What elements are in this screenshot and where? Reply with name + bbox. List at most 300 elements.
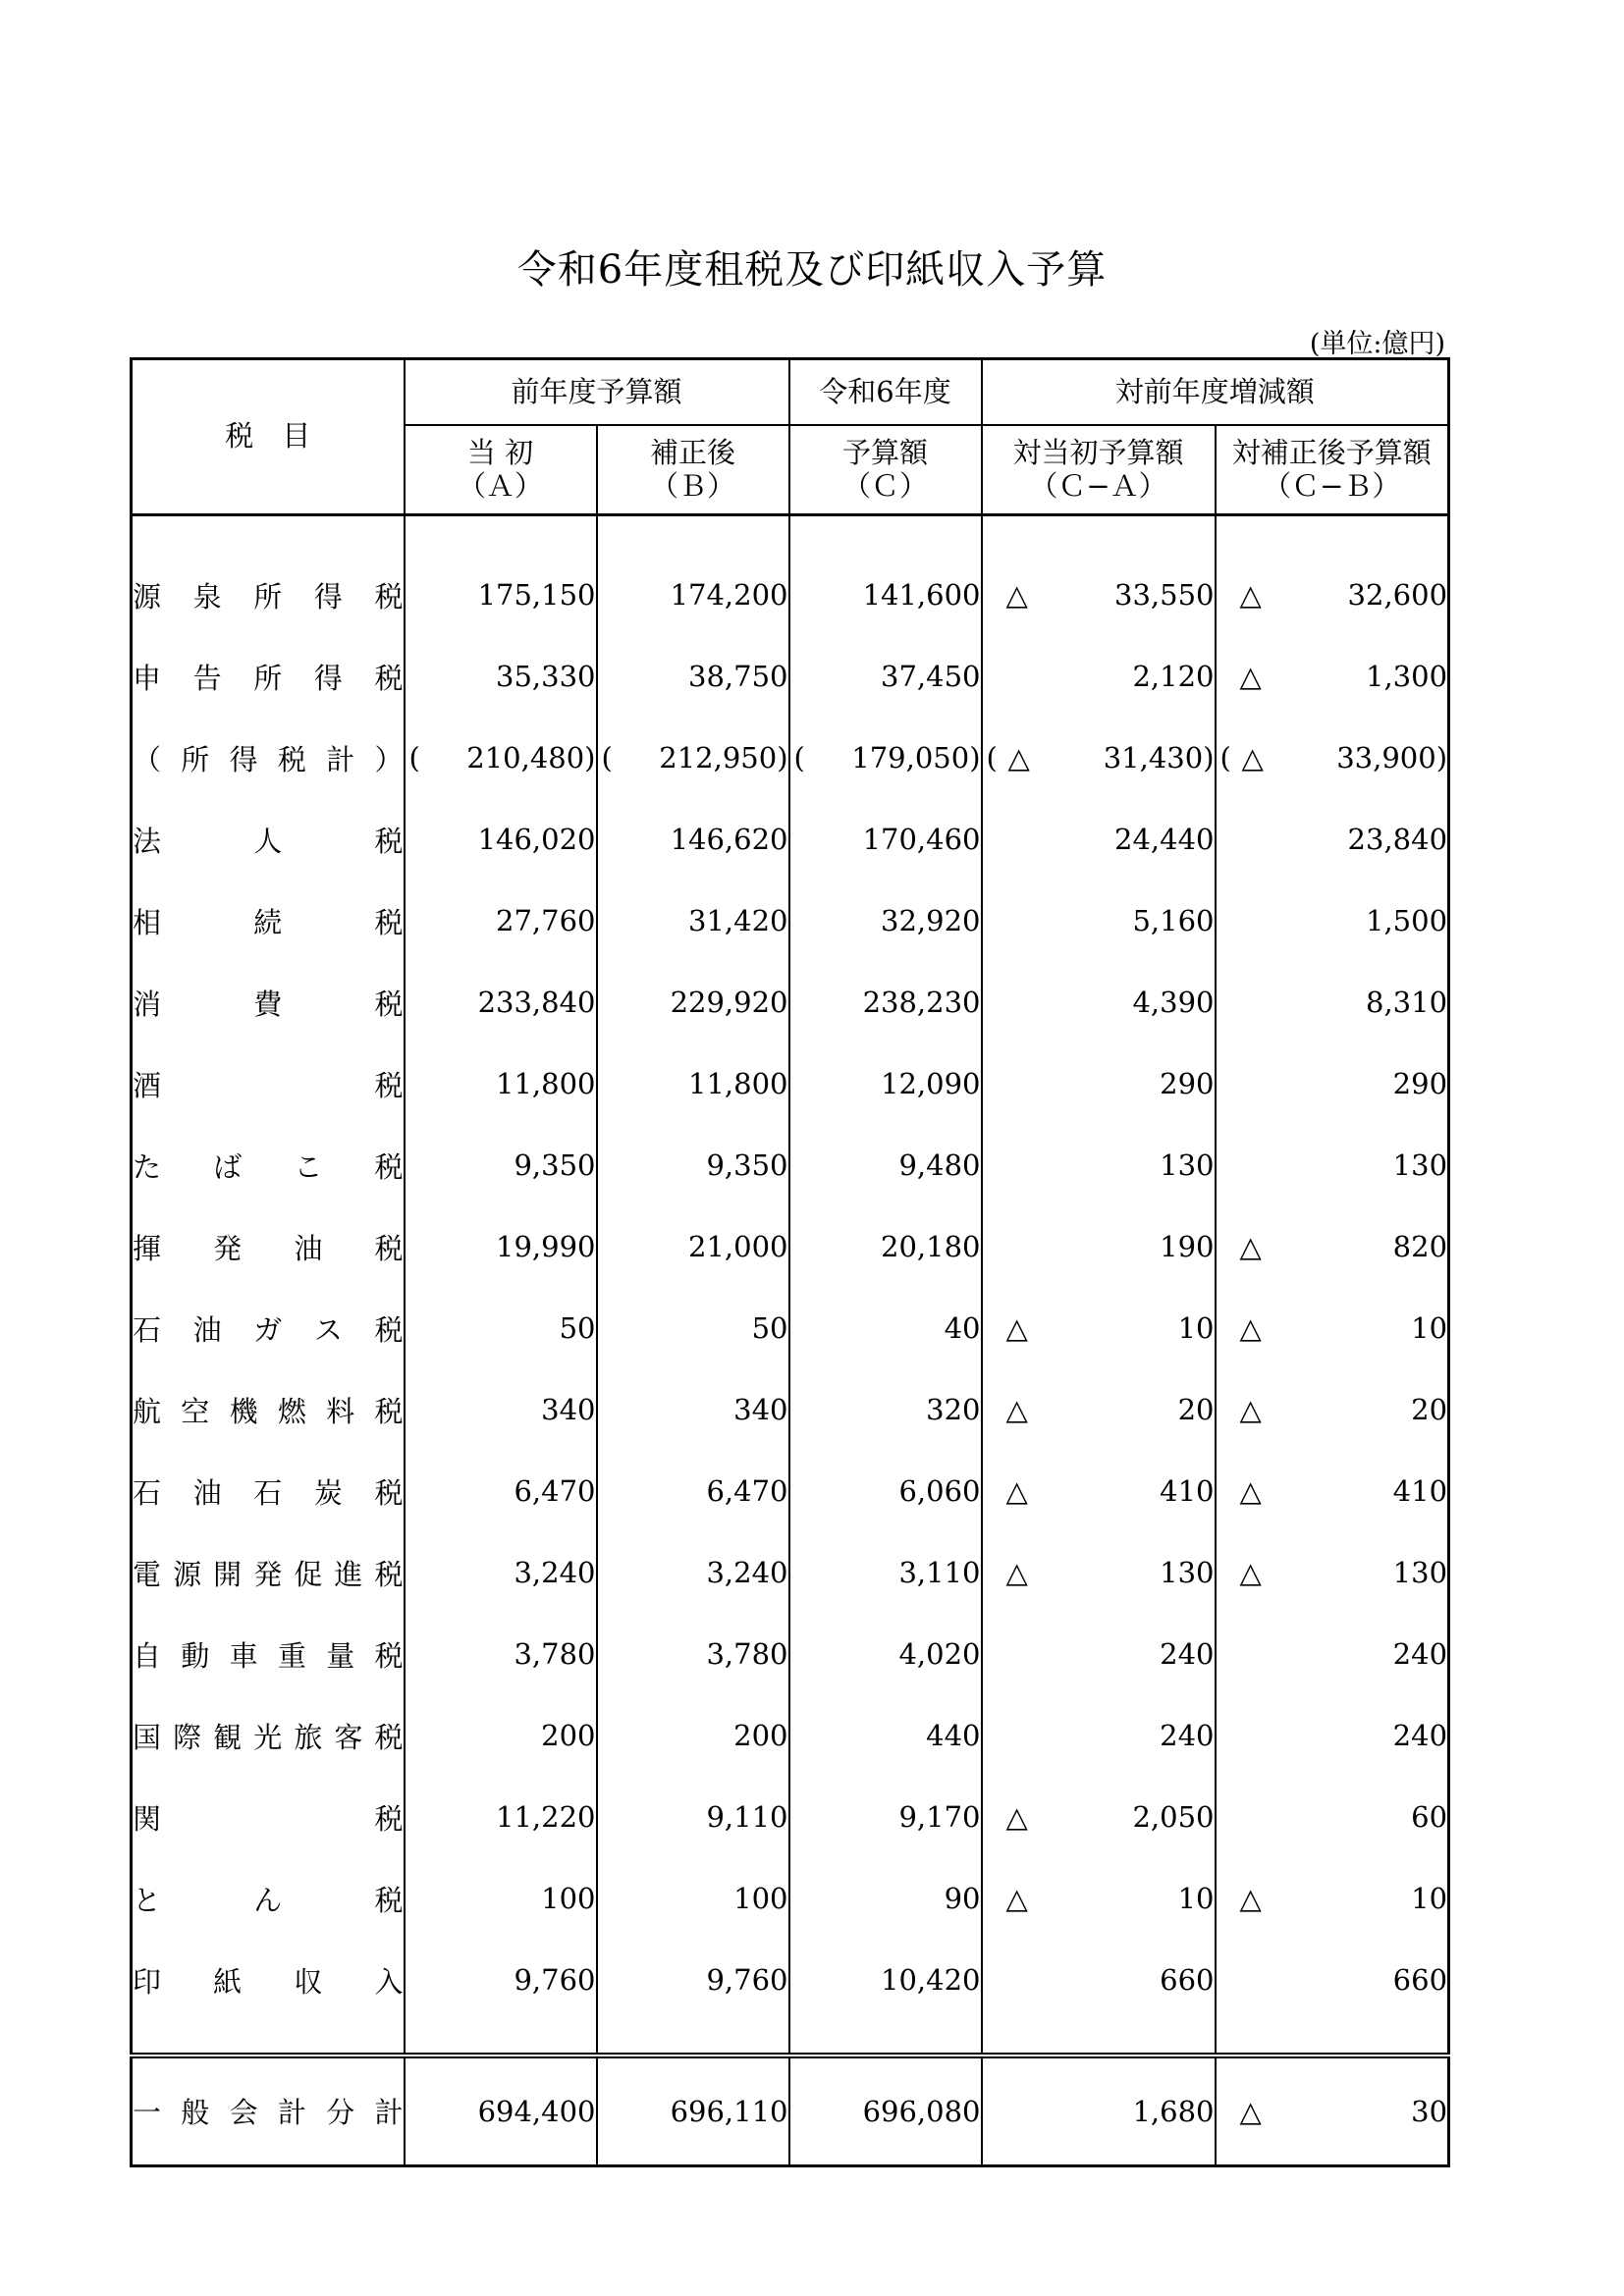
value-c-text: 440 [926,1719,981,1752]
value-c [789,1451,982,1532]
spacer-cell [405,515,597,555]
value-c [789,636,982,718]
spacer-cell [597,515,789,555]
spacer-cell [982,515,1216,555]
diff-ca-text: 240 [1160,1719,1215,1752]
value-b-text: 31,420 [688,904,788,937]
diff-ca-text: 190 [1160,1230,1215,1263]
value-c [789,1777,982,1858]
diff-cb [1216,1940,1449,2021]
diff-cb [1216,636,1449,718]
value-a [405,1858,597,1940]
table-row [132,1614,1449,1695]
value-a [405,962,597,1043]
diff-cb [1216,1614,1449,1695]
diff-cb [1216,1451,1449,1532]
value-a-text: 233,840 [477,986,596,1019]
table-row [132,1695,1449,1777]
value-a [405,881,597,962]
diff-cb-text: 23,840 [1347,823,1448,856]
tax-name: 酒税 [133,1068,404,1102]
diff-ca-text: 4,390 [1132,986,1215,1019]
diff-cb-text: 410 [1392,1474,1448,1508]
diff-ca [982,1695,1216,1777]
diff-ca-text: 31,430) [1103,741,1215,774]
value-b [597,1451,789,1532]
total-row [132,2056,1449,2166]
diff-ca [982,1451,1216,1532]
tax-name: 関税 [133,1801,404,1836]
tax-name-cell [132,1451,405,1532]
diff-ca [982,1369,1216,1451]
diff-cb [1216,962,1449,1043]
diff-cb-text: 240 [1392,1719,1448,1752]
value-b [597,1858,789,1940]
table-row [132,1206,1449,1288]
value-b [597,1206,789,1288]
diff-cb [1216,1532,1449,1614]
total-cb-value: 30 [1411,2094,1448,2128]
value-c-text: 9,480 [898,1148,981,1182]
diff-ca-text: 410 [1160,1474,1215,1508]
total-ca-value: 1,680 [1132,2094,1215,2128]
diff-cb-text: 60 [1411,1800,1448,1834]
decrease-mark: △ [1007,741,1030,774]
diff-cb-text: 1,500 [1366,904,1448,937]
value-a [405,1777,597,1858]
diff-ca [982,636,1216,718]
value-b [597,636,789,718]
diff-cb [1216,1288,1449,1369]
open-paren: ( [986,741,998,774]
value-c-text: 4,020 [898,1637,981,1671]
value-b [597,962,789,1043]
header-initial-label: 当 初 [466,436,534,470]
table-body [132,515,1449,2056]
diff-ca-text: 10 [1177,1311,1215,1345]
total-ca [982,2056,1216,2166]
decrease-mark: △ [1241,741,1264,774]
diff-ca [982,799,1216,881]
diff-cb [1216,555,1449,636]
diff-ca-text: 2,120 [1132,660,1215,693]
value-a [405,1125,597,1206]
value-c-text: 10,420 [881,1963,981,1997]
diff-ca-text: 24,440 [1114,823,1215,856]
value-c [789,1206,982,1288]
value-b-text: 100 [733,1882,788,1915]
spacer-cell [405,2021,597,2056]
value-a [405,636,597,718]
value-a [405,1369,597,1451]
value-c [789,1940,982,2021]
header-current-year: 令和6年度 [789,359,982,426]
tax-name: 源泉所得税 [133,579,404,614]
decrease-mark: △ [1239,1882,1262,1915]
decrease-mark: △ [1005,1800,1028,1834]
decrease-mark: △ [1239,1230,1262,1263]
value-b-text: 212,950) [659,741,788,774]
value-b-text: 200 [733,1719,788,1752]
tax-name: 航空機燃料税 [133,1394,404,1428]
value-a-text: 340 [541,1393,596,1426]
value-a [405,1451,597,1532]
tax-name: 申告所得税 [133,661,404,695]
tax-name: 揮発油税 [133,1231,404,1265]
total-a: 694,400 [405,2056,597,2166]
diff-cb-text: 820 [1392,1230,1448,1263]
table-row [132,1369,1449,1451]
tax-name: （所得税計） [133,742,404,776]
total-c: 696,080 [789,2056,982,2166]
tax-name: 石油石炭税 [133,1475,404,1510]
value-b [597,1369,789,1451]
header-vs-revised-label: 対補正後予算額 [1231,436,1432,470]
tax-name-cell [132,881,405,962]
table-row [132,1858,1449,1940]
diff-cb [1216,1695,1449,1777]
value-b-text: 38,750 [688,660,788,693]
tax-name-cell [132,1614,405,1695]
diff-ca-text: 290 [1160,1067,1215,1100]
diff-cb [1216,799,1449,881]
value-a-text: 11,220 [496,1800,596,1834]
value-c-text: 3,110 [898,1556,981,1589]
value-b-text: 6,470 [706,1474,788,1508]
value-a-text: 11,800 [496,1067,596,1100]
value-c-text: 170,460 [862,823,981,856]
open-paren: ( [408,741,420,774]
spacer-cell [789,515,982,555]
value-c-text: 6,060 [898,1474,981,1508]
value-c-text: 179,050) [851,741,981,774]
decrease-mark: △ [1239,1474,1262,1508]
tax-name-cell [132,1695,405,1777]
value-a [405,1532,597,1614]
table-row [132,1940,1449,2021]
diff-ca-text: 5,160 [1132,904,1215,937]
header-current-code: （Ｃ） [842,468,929,503]
value-a-text: 6,470 [514,1474,596,1508]
value-b-text: 3,240 [706,1556,788,1589]
value-c [789,1043,982,1125]
diff-cb [1216,1206,1449,1288]
table-row [132,555,1449,636]
value-b [597,1125,789,1206]
header-revised-code: （Ｂ） [650,468,736,503]
value-b-text: 9,110 [706,1800,788,1834]
diff-ca-text: 10 [1177,1882,1215,1915]
diff-cb [1216,1125,1449,1206]
value-a [405,1940,597,2021]
total-b: 696,110 [597,2056,789,2166]
diff-ca-text: 20 [1177,1393,1215,1426]
value-a-text: 9,760 [514,1963,596,1997]
spacer-cell [1216,2021,1449,2056]
total-name-cell [132,2056,405,2166]
value-c-text: 32,920 [881,904,981,937]
value-c [789,1695,982,1777]
value-a-text: 175,150 [477,578,596,612]
value-a [405,1614,597,1695]
diff-cb-text: 32,600 [1347,578,1448,612]
diff-ca-text: 130 [1160,1148,1215,1182]
table-row [132,881,1449,962]
total-cb [1216,2056,1449,2166]
diff-ca [982,881,1216,962]
tax-name-cell [132,718,405,799]
value-b-text: 9,350 [706,1148,788,1182]
diff-ca [982,1940,1216,2021]
value-a [405,799,597,881]
value-b [597,1532,789,1614]
value-a-text: 35,330 [496,660,596,693]
value-c-text: 9,170 [898,1800,981,1834]
tax-name: 自動車重量税 [133,1638,404,1673]
diff-cb-text: 10 [1411,1311,1448,1345]
value-b-text: 9,760 [706,1963,788,1997]
header-revised [597,425,789,515]
value-c-text: 12,090 [881,1067,981,1100]
decrease-mark: △ [1239,660,1262,693]
table-total [132,2056,1449,2166]
open-paren: ( [793,741,805,774]
value-b [597,1777,789,1858]
value-c-text: 90 [944,1882,981,1915]
tax-name-cell [132,962,405,1043]
value-a [405,718,597,799]
decrease-mark: △ [1005,578,1028,612]
decrease-mark: △ [1005,1393,1028,1426]
table-row [132,962,1449,1043]
diff-ca-text: 660 [1160,1963,1215,1997]
table-row [132,718,1449,799]
value-c-text: 40 [944,1311,981,1345]
value-c [789,1369,982,1451]
value-b-text: 50 [751,1311,788,1345]
table-header [132,359,1449,515]
value-c-text: 37,450 [881,660,981,693]
value-b [597,555,789,636]
diff-ca [982,1043,1216,1125]
header-vs-initial-code: （Ｃ−Ａ） [1029,468,1167,503]
value-a-text: 9,350 [514,1148,596,1182]
diff-cb-text: 130 [1392,1556,1448,1589]
diff-cb-text: 290 [1392,1067,1448,1100]
diff-ca [982,1777,1216,1858]
tax-name: 相続税 [133,905,404,939]
tax-name-cell [132,799,405,881]
value-a-text: 19,990 [496,1230,596,1263]
spacer-cell [982,2021,1216,2056]
value-a-text: 3,780 [514,1637,596,1671]
value-b [597,1043,789,1125]
value-c-text: 141,600 [862,578,981,612]
value-b-text: 11,800 [688,1067,788,1100]
diff-cb-text: 660 [1392,1963,1448,1997]
value-b-text: 174,200 [670,578,788,612]
table-row [132,636,1449,718]
diff-ca-text: 240 [1160,1637,1215,1671]
open-paren: ( [1219,741,1231,774]
value-c-text: 320 [926,1393,981,1426]
header-vs-initial [982,425,1216,515]
tax-name-cell [132,1940,405,2021]
diff-cb [1216,1777,1449,1858]
value-a-text: 200 [541,1719,596,1752]
tax-name: たばこ税 [133,1149,404,1184]
value-b-text: 21,000 [688,1230,788,1263]
value-b [597,799,789,881]
tax-name: 電源開発促進税 [133,1557,404,1591]
header-vs-initial-label: 対当初予算額 [1012,436,1184,470]
table-row [132,1451,1449,1532]
value-a-text: 50 [559,1311,596,1345]
header-item: 税 目 [132,359,405,515]
tax-name-cell [132,1125,405,1206]
header-initial [405,425,597,515]
diff-ca [982,1614,1216,1695]
tax-name: 石油ガス税 [133,1312,404,1347]
tax-name-cell [132,555,405,636]
spacer-row [132,515,1449,555]
tax-name: 法人税 [133,824,404,858]
diff-cb [1216,881,1449,962]
value-c [789,1288,982,1369]
tax-name-cell [132,1777,405,1858]
decrease-mark: △ [1239,1393,1262,1426]
value-b [597,1940,789,2021]
header-current-budget-label: 予算額 [842,436,929,470]
header-prev-year: 前年度予算額 [405,359,789,426]
header-vs-revised [1216,425,1449,515]
spacer-cell [132,515,405,555]
diff-cb-text: 20 [1411,1393,1448,1426]
open-paren: ( [601,741,613,774]
decrease-mark: △ [1239,1556,1262,1589]
diff-cb-text: 8,310 [1366,986,1448,1019]
diff-cb [1216,1858,1449,1940]
spacer-cell [1216,515,1449,555]
table-row [132,799,1449,881]
spacer-row [132,2021,1449,2056]
value-b [597,881,789,962]
value-b [597,1614,789,1695]
tax-budget-table [130,357,1450,2167]
value-a [405,1695,597,1777]
value-b-text: 340 [733,1393,788,1426]
diff-cb-text: 10 [1411,1882,1448,1915]
diff-cb [1216,1369,1449,1451]
diff-ca [982,1125,1216,1206]
diff-ca-text: 33,550 [1114,578,1215,612]
decrease-mark: △ [1005,1556,1028,1589]
value-a [405,555,597,636]
value-a [405,1043,597,1125]
header-vs-revised-code: （Ｃ−Ｂ） [1263,468,1401,503]
value-b [597,718,789,799]
tax-name: 消費税 [133,987,404,1021]
diff-cb-text: 130 [1392,1148,1448,1182]
value-c-text: 20,180 [881,1230,981,1263]
value-a-text: 3,240 [514,1556,596,1589]
diff-cb-text: 240 [1392,1637,1448,1671]
spacer-cell [132,2021,405,2056]
value-a-text: 146,020 [477,823,596,856]
tax-name-cell [132,1532,405,1614]
decrease-mark: △ [1005,1882,1028,1915]
diff-cb [1216,718,1449,799]
unit-label: (単位:億円) [1309,329,1445,359]
value-b-text: 3,780 [706,1637,788,1671]
value-c [789,555,982,636]
value-c [789,881,982,962]
decrease-mark: △ [1239,578,1262,612]
table-row [132,1043,1449,1125]
value-c [789,1125,982,1206]
diff-ca-text: 2,050 [1132,1800,1215,1834]
tax-name-cell [132,1206,405,1288]
header-current-budget [789,425,982,515]
table-row [132,1532,1449,1614]
total-name: 一般会計分計 [133,2096,404,2129]
header-initial-code: （Ａ） [457,468,543,503]
diff-ca [982,555,1216,636]
value-c [789,962,982,1043]
tax-name: 印紙収入 [133,1964,404,1999]
spacer-cell [597,2021,789,2056]
header-diff: 対前年度増減額 [982,359,1449,426]
tax-name-cell [132,636,405,718]
value-a [405,1206,597,1288]
value-c [789,799,982,881]
header-revised-label: 補正後 [650,436,736,470]
spacer-cell [789,2021,982,2056]
value-a-text: 27,760 [496,904,596,937]
page-title: 令和6年度租税及び印紙収入予算 [516,247,1108,293]
diff-ca [982,718,1216,799]
tax-name-cell [132,1858,405,1940]
tax-name-cell [132,1369,405,1451]
value-b-text: 146,620 [670,823,788,856]
table-row [132,1777,1449,1858]
diff-cb [1216,1043,1449,1125]
value-c [789,1532,982,1614]
diff-ca [982,1532,1216,1614]
diff-ca [982,1206,1216,1288]
value-a [405,1288,597,1369]
diff-ca [982,1288,1216,1369]
decrease-mark: △ [1005,1311,1028,1345]
table-row [132,1288,1449,1369]
value-b [597,1695,789,1777]
decrease-mark: △ [1005,1474,1028,1508]
decrease-mark: △ [1239,1311,1262,1345]
value-c [789,1858,982,1940]
diff-ca-text: 130 [1160,1556,1215,1589]
tax-name: 国際観光旅客税 [133,1720,404,1754]
diff-cb-text: 33,900) [1336,741,1448,774]
value-a-text: 210,480) [466,741,596,774]
diff-ca [982,962,1216,1043]
value-c-text: 238,230 [862,986,981,1019]
value-c [789,1614,982,1695]
total-cb-neg: △ [1239,2094,1262,2128]
value-b-text: 229,920 [670,986,788,1019]
diff-ca [982,1858,1216,1940]
tax-name-cell [132,1043,405,1125]
diff-cb-text: 1,300 [1366,660,1448,693]
